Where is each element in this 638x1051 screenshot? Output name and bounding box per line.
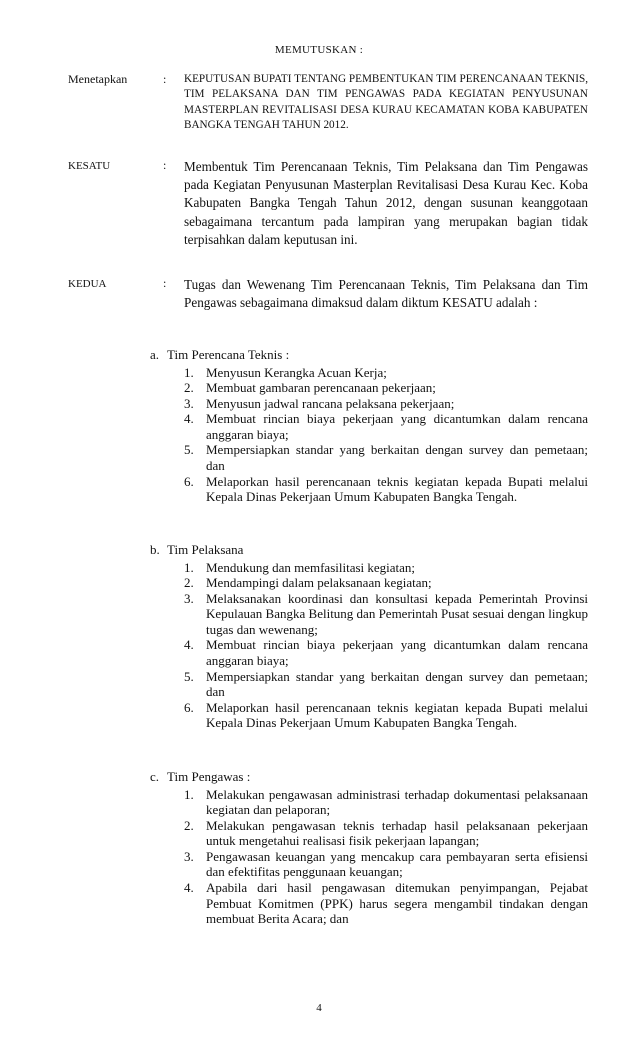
list-item (184, 365, 588, 381)
item-text: Mempersiapkan standar yang berkaitan dengan survey dan pemetaan; dan (206, 442, 588, 474)
list-item (184, 849, 588, 880)
task-list (184, 787, 588, 927)
item-text: Melakukan pengawasan teknis terhadap hasil pelaksanaan pekerjaan untuk mengetahui realisasi fisik pekerjaan lapangan; (206, 817, 588, 849)
section-title (150, 768, 250, 786)
section-letter: c. (150, 769, 160, 784)
item-number: 4. (184, 880, 194, 896)
section-title (150, 541, 243, 559)
menetapkan-text: KEPUTUSAN BUPATI TENTANG PEMBENTUKAN TIM PERENCANAAN TEKNIS, TIM PELAKSANA DAN TIM PENGAWAS PADA KEGIATAN PENYUSUNAN MASTERPLAN REVITALISASI DESA KURAU KECAMATAN KOBA KABUPATEN BANGKA TENGAH TAHUN 2012. (184, 73, 588, 131)
list-item (184, 637, 588, 668)
item-text: Melaporkan hasil perencanaan teknis kegiatan kepada Bupati melalui Kepala Dinas Pekerjaan Umum Kabupaten Bangka Tengah. (206, 699, 588, 731)
list-item (184, 787, 588, 818)
item-number: 3. (184, 590, 194, 606)
kedua-colon: : (163, 276, 167, 290)
decision-heading: MEMUTUSKAN : (274, 44, 364, 56)
kedua-text: Tugas dan Wewenang Tim Perencanaan Teknis, Tim Pelaksana dan Tim Pengawas sebagaimana dimaksud dalam diktum KESATU adalah : (184, 277, 588, 311)
kesatu-label: KESATU (68, 160, 111, 172)
item-number: 5. (184, 668, 194, 684)
item-text: Melakukan pengawasan administrasi terhadap dokumentasi pelaksanaan kegiatan dan pelaporan; (206, 786, 588, 818)
list-item (184, 380, 588, 396)
section-title (150, 346, 289, 364)
item-text: Membuat gambaran perencanaan pekerjaan; (206, 380, 436, 396)
task-list (184, 560, 588, 732)
section-title-text: Tim Perencana Teknis : (167, 347, 290, 362)
item-number: 2. (184, 575, 194, 591)
item-number: 6. (184, 473, 194, 489)
item-number: 5. (184, 442, 194, 458)
item-text: Menyusun jadwal rancana pelaksana pekerjaan; (206, 395, 455, 411)
section-letter: a. (150, 347, 160, 362)
list-item (184, 474, 588, 505)
item-number: 1. (184, 559, 194, 575)
item-text: Membuat rincian biaya pekerjaan yang dicantumkan dalam rencana anggaran biaya; (206, 637, 588, 669)
item-number: 4. (184, 637, 194, 653)
section-title-text: Tim Pengawas : (167, 769, 251, 784)
list-item (184, 700, 588, 731)
item-text: Pengawasan keuangan yang mencakup cara pembayaran serta efisiensi dan efektifitas penggunaan keuangan; (206, 848, 588, 880)
item-text: Melaporkan hasil perencanaan teknis kegiatan kepada Bupati melalui Kepala Dinas Pekerjaan Umum Kabupaten Bangka Tengah. (206, 473, 588, 505)
task-list (184, 365, 588, 505)
menetapkan-label: Menetapkan (68, 72, 128, 86)
list-item (184, 591, 588, 638)
list-item (184, 880, 588, 927)
page-number: 4 (316, 1002, 322, 1014)
item-text: Apabila dari hasil pengawasan ditemukan penyimpangan, Pejabat Pembuat Komitmen (PPK) harus segera mengambil tindakan dengan membuat Berita Acara; dan (206, 880, 588, 927)
item-number: 1. (184, 364, 194, 380)
item-text: Membuat rincian biaya pekerjaan yang dicantumkan dalam rencana anggaran biaya; (206, 411, 588, 442)
list-item (184, 396, 588, 412)
item-text: Mempersiapkan standar yang berkaitan dengan survey dan pemetaan; dan (206, 668, 588, 700)
menetapkan-colon: : (163, 72, 167, 86)
list-item (184, 411, 588, 442)
list-item (184, 560, 588, 576)
list-item (184, 818, 588, 849)
item-text: Mendampingi dalam pelaksanaan kegiatan; (206, 575, 432, 591)
item-text: Mendukung dan memfasilitasi kegiatan; (206, 559, 416, 575)
item-number: 6. (184, 699, 194, 715)
list-item (184, 442, 588, 473)
kedua-label: KEDUA (68, 278, 107, 290)
list-item (184, 669, 588, 700)
item-number: 2. (184, 380, 194, 396)
section-title-text: Tim Pelaksana (167, 542, 244, 557)
item-text: Melaksanakan koordinasi dan konsultasi kepada Pemerintah Provinsi Kepulauan Bangka Belitung dan Pemerintah Pusat sesuai dengan lingkup tugas dan wewenang; (206, 590, 588, 637)
item-number: 1. (184, 786, 194, 802)
item-number: 2. (184, 817, 194, 833)
item-text: Menyusun Kerangka Acuan Kerja; (206, 364, 387, 380)
item-number: 3. (184, 848, 194, 864)
kesatu-colon: : (163, 158, 167, 172)
list-item (184, 575, 588, 591)
item-number: 3. (184, 395, 194, 411)
kesatu-text: Membentuk Tim Perencanaan Teknis, Tim Pelaksana dan Tim Pengawas pada Kegiatan Penyusunan Masterplan Revitalisasi Desa Kurau Kec. Koba Kabupaten Bangka Tengah Tahun 2012, dengan susunan keanggotaan sebagaimana tercantum pada lampiran yang merupakan bagian tidak terpisahkan dalam keputusan ini. (184, 159, 588, 247)
item-number: 4. (184, 411, 194, 427)
section-letter: b. (150, 542, 160, 557)
